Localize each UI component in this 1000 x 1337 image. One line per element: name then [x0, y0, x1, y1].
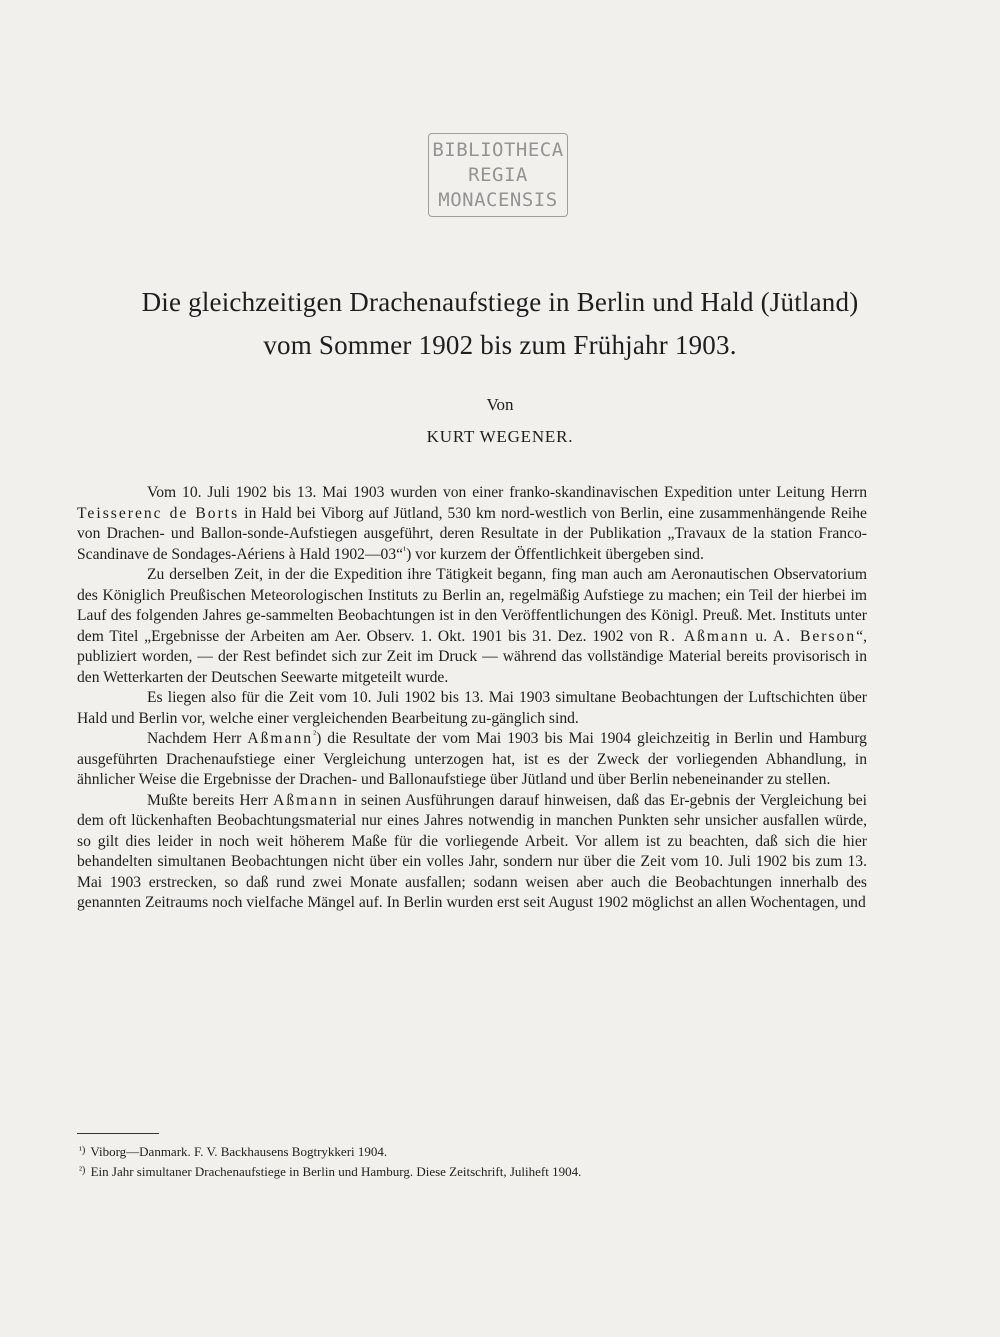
paragraph-2-text-a: Zu derselben Zeit, in der die Expedition ihre Tätigkeit begann, fing man auch am Aeronautischen Observatorium des Königlich Preußischen Meteorologischen Instituts zu Berlin an, regelmäßig Aufstiege zu machen; ein Teil der hierbei im Lauf des folgenden Jahres ge-sammelten Beobachtungen ist in den Veröffentlichungen des Königl. Preuß. Met. Instituts unter dem Titel „Ergebnisse der Arbeiten am Aer. Observ. 1. Okt. 1901 bis 31. Dez. 1902 von [77, 566, 867, 645]
paragraph-4-text-b: ) die Resultate der vom Mai 1903 bis Mai 1904 gleichzeitig in Berlin und Hamburg ausgeführten Drachenaufstiege einer Vergleichung unterzogen hat, ist es der Zweck der vorliegenden Abhandlung, in ähnlicher Weise die Ergebnisse der Drachen- und Ballonaufstiege über Jütland und über Berlin nebeneinander zu stellen. [77, 730, 867, 788]
paragraph-4-text-a: Nachdem Herr [147, 730, 248, 747]
footnote-2-mark: ²) [79, 1165, 86, 1176]
article-body [77, 483, 867, 914]
paragraph-5-text-b: in seinen Ausführungen darauf hinweisen, daß das Er-gebnis der Vergleichung bei dem oft lückenhaften Beobachtungsmaterial nur eines Jahres notwendig in manchen Punkten sehr unsicher ausfallen würde, so gilt dies leider in noch weit höherem Maße für die vorliegende Arbeit. Vor allem ist zu beachten, daß sich die hier behandelten simultanen Beobachtungen nicht über ein volles Jahr, sondern nur über die Zeit vom 10. Juli 1902 bis zum 13. Mai 1903 erstrecken, so daß rund zwei Monate ausfallen; sodann weisen aber auch die Beobachtungen innerhalb des genannten Zeitraums noch vielfache Mängel auf. In Berlin wurden erst seit August 1902 möglichst an allen Wochentagen, und [77, 791, 867, 911]
person-name-teisserenc: Teisserenc de Borts [77, 504, 240, 522]
stamp-line-3: MONACENSIS [438, 189, 558, 211]
footnote-1-mark: ¹) [79, 1145, 86, 1156]
paragraph-1-text-a: Vom 10. Juli 1902 bis 13. Mai 1903 wurden von einer franko-skandinavischen Expedition unter Leitung Herrn [147, 484, 867, 501]
paragraph-2-text-mid: u. [749, 627, 773, 645]
person-name-berson: A. Berson [772, 627, 857, 645]
library-stamp [428, 133, 568, 217]
footnote-1 [77, 1141, 877, 1161]
person-name-assmann-3: Aßmann [273, 791, 339, 809]
stamp-line-2: REGIA [468, 164, 528, 186]
footnote-ref-1: ¹ [403, 544, 407, 556]
footnote-2-text: Ein Jahr simultaner Drachenaufstiege in Berlin und Hamburg. Diese Zeitschrift, Juliheft 1904. [90, 1164, 582, 1179]
footnote-2 [77, 1161, 877, 1181]
paragraph-1-text-c: ) vor kurzem der Öffentlichkeit übergeben sind. [406, 545, 704, 563]
footnotes [77, 1141, 877, 1181]
stamp-line-1: BIBLIOTHECA [432, 139, 564, 161]
paragraph-2 [77, 565, 867, 688]
footnote-1-text: Viborg—Danmark. F. V. Backhausens Bogtrykkeri 1904. [90, 1144, 388, 1159]
paragraph-1 [77, 483, 867, 565]
footnote-ref-2: ² [313, 729, 317, 740]
paragraph-3: Es liegen also für die Zeit vom 10. Juli 1902 bis 13. Mai 1903 simultane Beobachtungen der Luftschichten über Hald und Berlin vor, welche einer vergleichenden Bearbeitung zu-gänglich sind. [77, 689, 867, 727]
paragraph-2-text-b: “, publiziert worden, — der Rest befindet sich zur Zeit im Druck — während das vollständige Material bereits provisorisch in den Wetterkarten der Deutschen Seewarte mitgeteilt wurde. [77, 627, 867, 686]
title-line-1: Die gleichzeitigen Drachenaufstiege in Berlin und Hald (Jütland) [141, 287, 859, 317]
paragraph-5 [77, 791, 867, 914]
byline-von: Von [486, 395, 514, 414]
paragraph-4 [77, 729, 867, 791]
title-line-2: vom Sommer 1902 bis zum Frühjahr 1903. [263, 330, 737, 360]
author-name: KURT WEGENER. [426, 427, 574, 446]
person-name-assmann-2: Aßmann [247, 730, 314, 747]
paragraph-5-text-a: Mußte bereits Herr [147, 791, 274, 809]
footnote-divider [77, 1133, 159, 1134]
person-name-assmann: R. Aßmann [658, 627, 750, 645]
paragraph-1-text-b: in Hald bei Viborg auf Jütland, 530 km nord-westlich von Berlin, eine zusammenhängende Reihe von Drachen- und Ballon-sonde-Aufstiegen ausgeführt, deren Resultate in der Publikation „Travaux de la station Franco-Scandinave de Sondages-Aériens à Hald 1902—03“ [77, 504, 867, 563]
